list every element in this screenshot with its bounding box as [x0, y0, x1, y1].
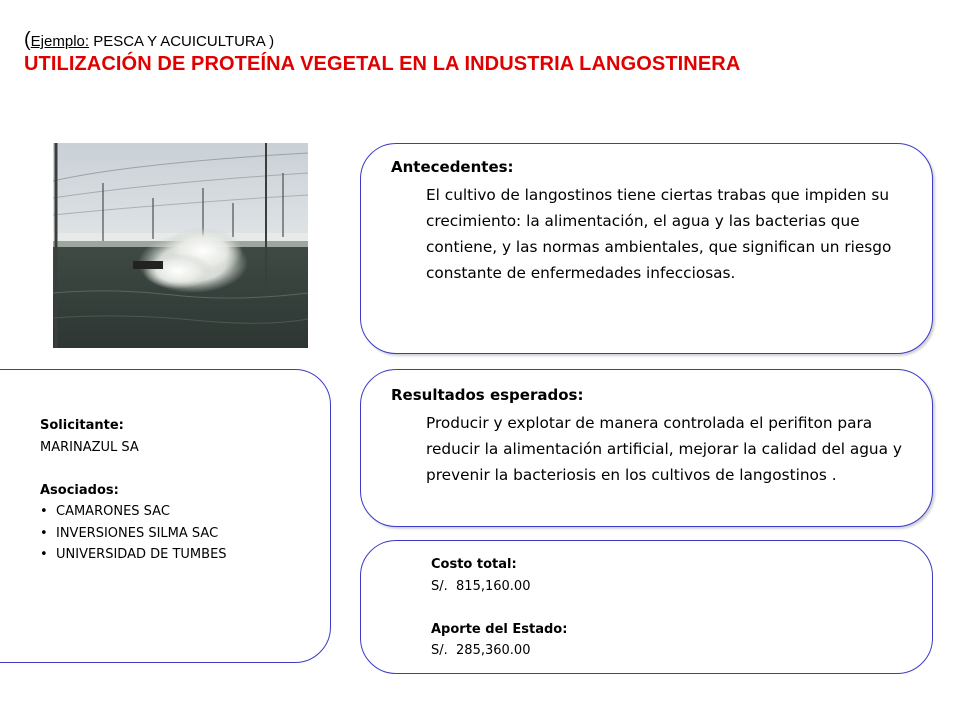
costo-total-value: S/. 815,160.00: [431, 578, 531, 594]
header: [24, 30, 944, 77]
example-subtitle: [24, 30, 944, 52]
aquaculture-pond-photo: [53, 143, 308, 348]
solicitante-content: [40, 415, 320, 566]
asociado-item: • CAMARONES SAC: [40, 501, 320, 523]
costo-total-label: Costo total:: [431, 557, 517, 572]
resultados-box: [360, 369, 933, 527]
resultados-title: Resultados esperados:: [391, 386, 584, 404]
example-label: Ejemplo:: [30, 33, 90, 50]
asociados-list: [40, 501, 320, 566]
asociado-item: • UNIVERSIDAD DE TUMBES: [40, 544, 320, 566]
costos-content: [431, 554, 731, 662]
sector-label: PESCA Y ACUICULTURA ): [89, 33, 275, 50]
open-paren: (: [24, 29, 31, 51]
asociados-label: Asociados:: [40, 482, 119, 498]
solicitante-label: Solicitante:: [40, 418, 124, 433]
solicitante-box: [0, 369, 331, 663]
resultados-text: Producir y explotar de manera controlada el perifiton para reducir la alimentación artificial, mejorar la calidad del agua y prevenir la bacteriosis en los cultivos de langostinos .: [426, 414, 902, 484]
pond-image-svg: [53, 143, 308, 348]
antecedentes-text: El cultivo de langostinos tiene ciertas trabas que impiden su crecimiento: la alimentación, el agua y las bacterias que contiene, y las normas ambientales, que significan un riesgo constante de enfermedades infecciosas.: [426, 186, 892, 282]
antecedentes-box: [360, 143, 933, 354]
asociado-item: • INVERSIONES SILMA SAC: [40, 523, 320, 545]
solicitante-value: MARINAZUL SA: [40, 439, 139, 455]
antecedentes-title: Antecedentes:: [391, 158, 514, 176]
costos-box: [360, 540, 933, 674]
page-title: UTILIZACIÓN DE PROTEÍNA VEGETAL EN LA INDUSTRIA LANGOSTINERA: [24, 53, 741, 75]
aporte-estado-value: S/. 285,360.00: [431, 643, 531, 658]
aporte-estado-label: Aporte del Estado:: [431, 621, 568, 637]
